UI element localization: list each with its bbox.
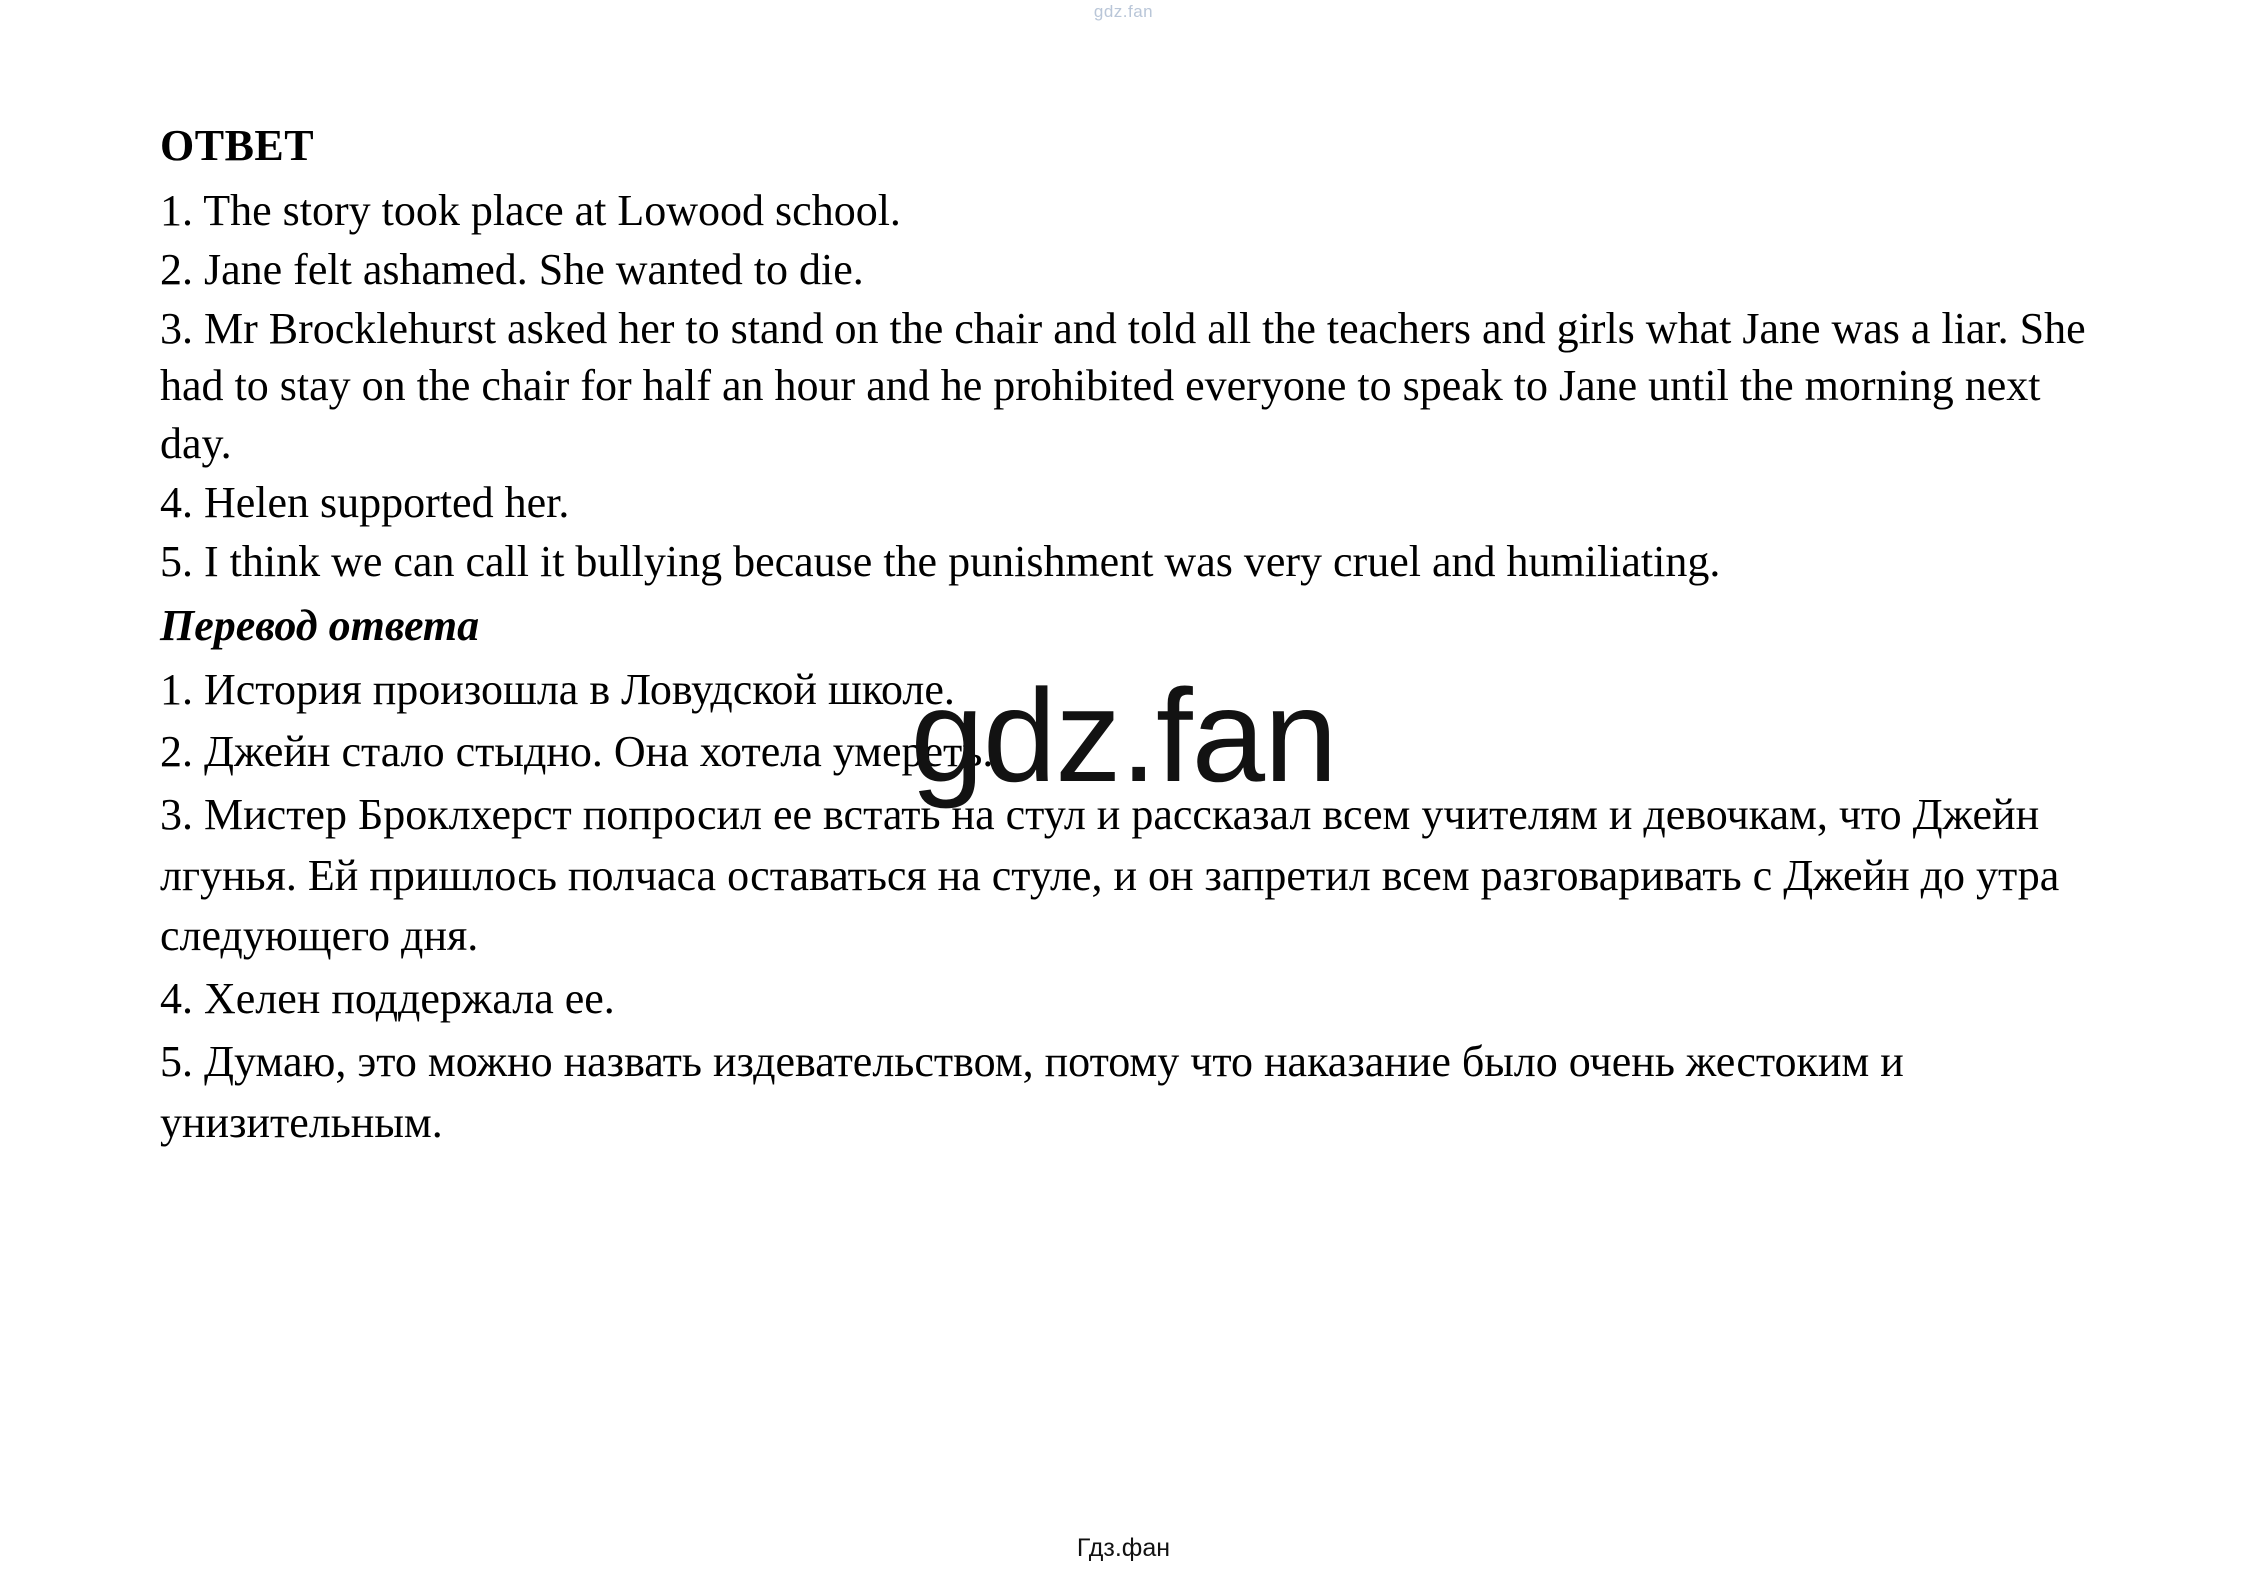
translation-item-3: 3. Мистер Броклхерст попросил ее встать на стул и рассказал всем учителям и девочкам, что Джейн лгунья. Ей пришлось полчаса оставаться на стуле, и он запретил всем разговаривать с Джейн до утра следующего дня. — [160, 790, 2060, 961]
answer-item-2: 2. Jane felt ashamed. She wanted to die. — [160, 245, 864, 295]
center-watermark: gdz.fan — [910, 662, 1337, 809]
document-page — [160, 120, 2120, 1155]
translation-item-2: 2. Джейн стало стыдно. Она хотела умереть. — [160, 727, 994, 777]
answer-heading: ОТВЕТ — [160, 121, 315, 170]
translation-section — [160, 596, 2120, 1153]
answer-item-3: 3. Mr Brocklehurst asked her to stand on the chair and told all the teachers and girls what Jane was a liar. She had to stay on the chair for half an hour and he prohibited everyone to speak to Jane until the morning next day. — [160, 304, 2086, 468]
top-watermark: gdz.fan — [1093, 2, 1154, 21]
answer-item-5: 5. I think we can call it bullying because the punishment was very cruel and humiliating. — [160, 537, 1721, 587]
answer-item-1: 1. The story took place at Lowood school. — [160, 185, 901, 235]
translation-item-4: 4. Хелен поддержала ее. — [160, 974, 615, 1024]
translation-item-5: 5. Думаю, это можно назвать издевательством, потому что наказание было очень жестоким и унизительным. — [160, 1036, 1904, 1147]
answer-item-4: 4. Helen supported her. — [160, 477, 570, 527]
translation-heading: Перевод ответа — [160, 601, 480, 651]
translation-item-1: 1. История произошла в Ловудской школе. — [160, 664, 955, 714]
answer-section — [160, 120, 2120, 590]
bottom-watermark: Гдз.фан — [1076, 1534, 1171, 1562]
